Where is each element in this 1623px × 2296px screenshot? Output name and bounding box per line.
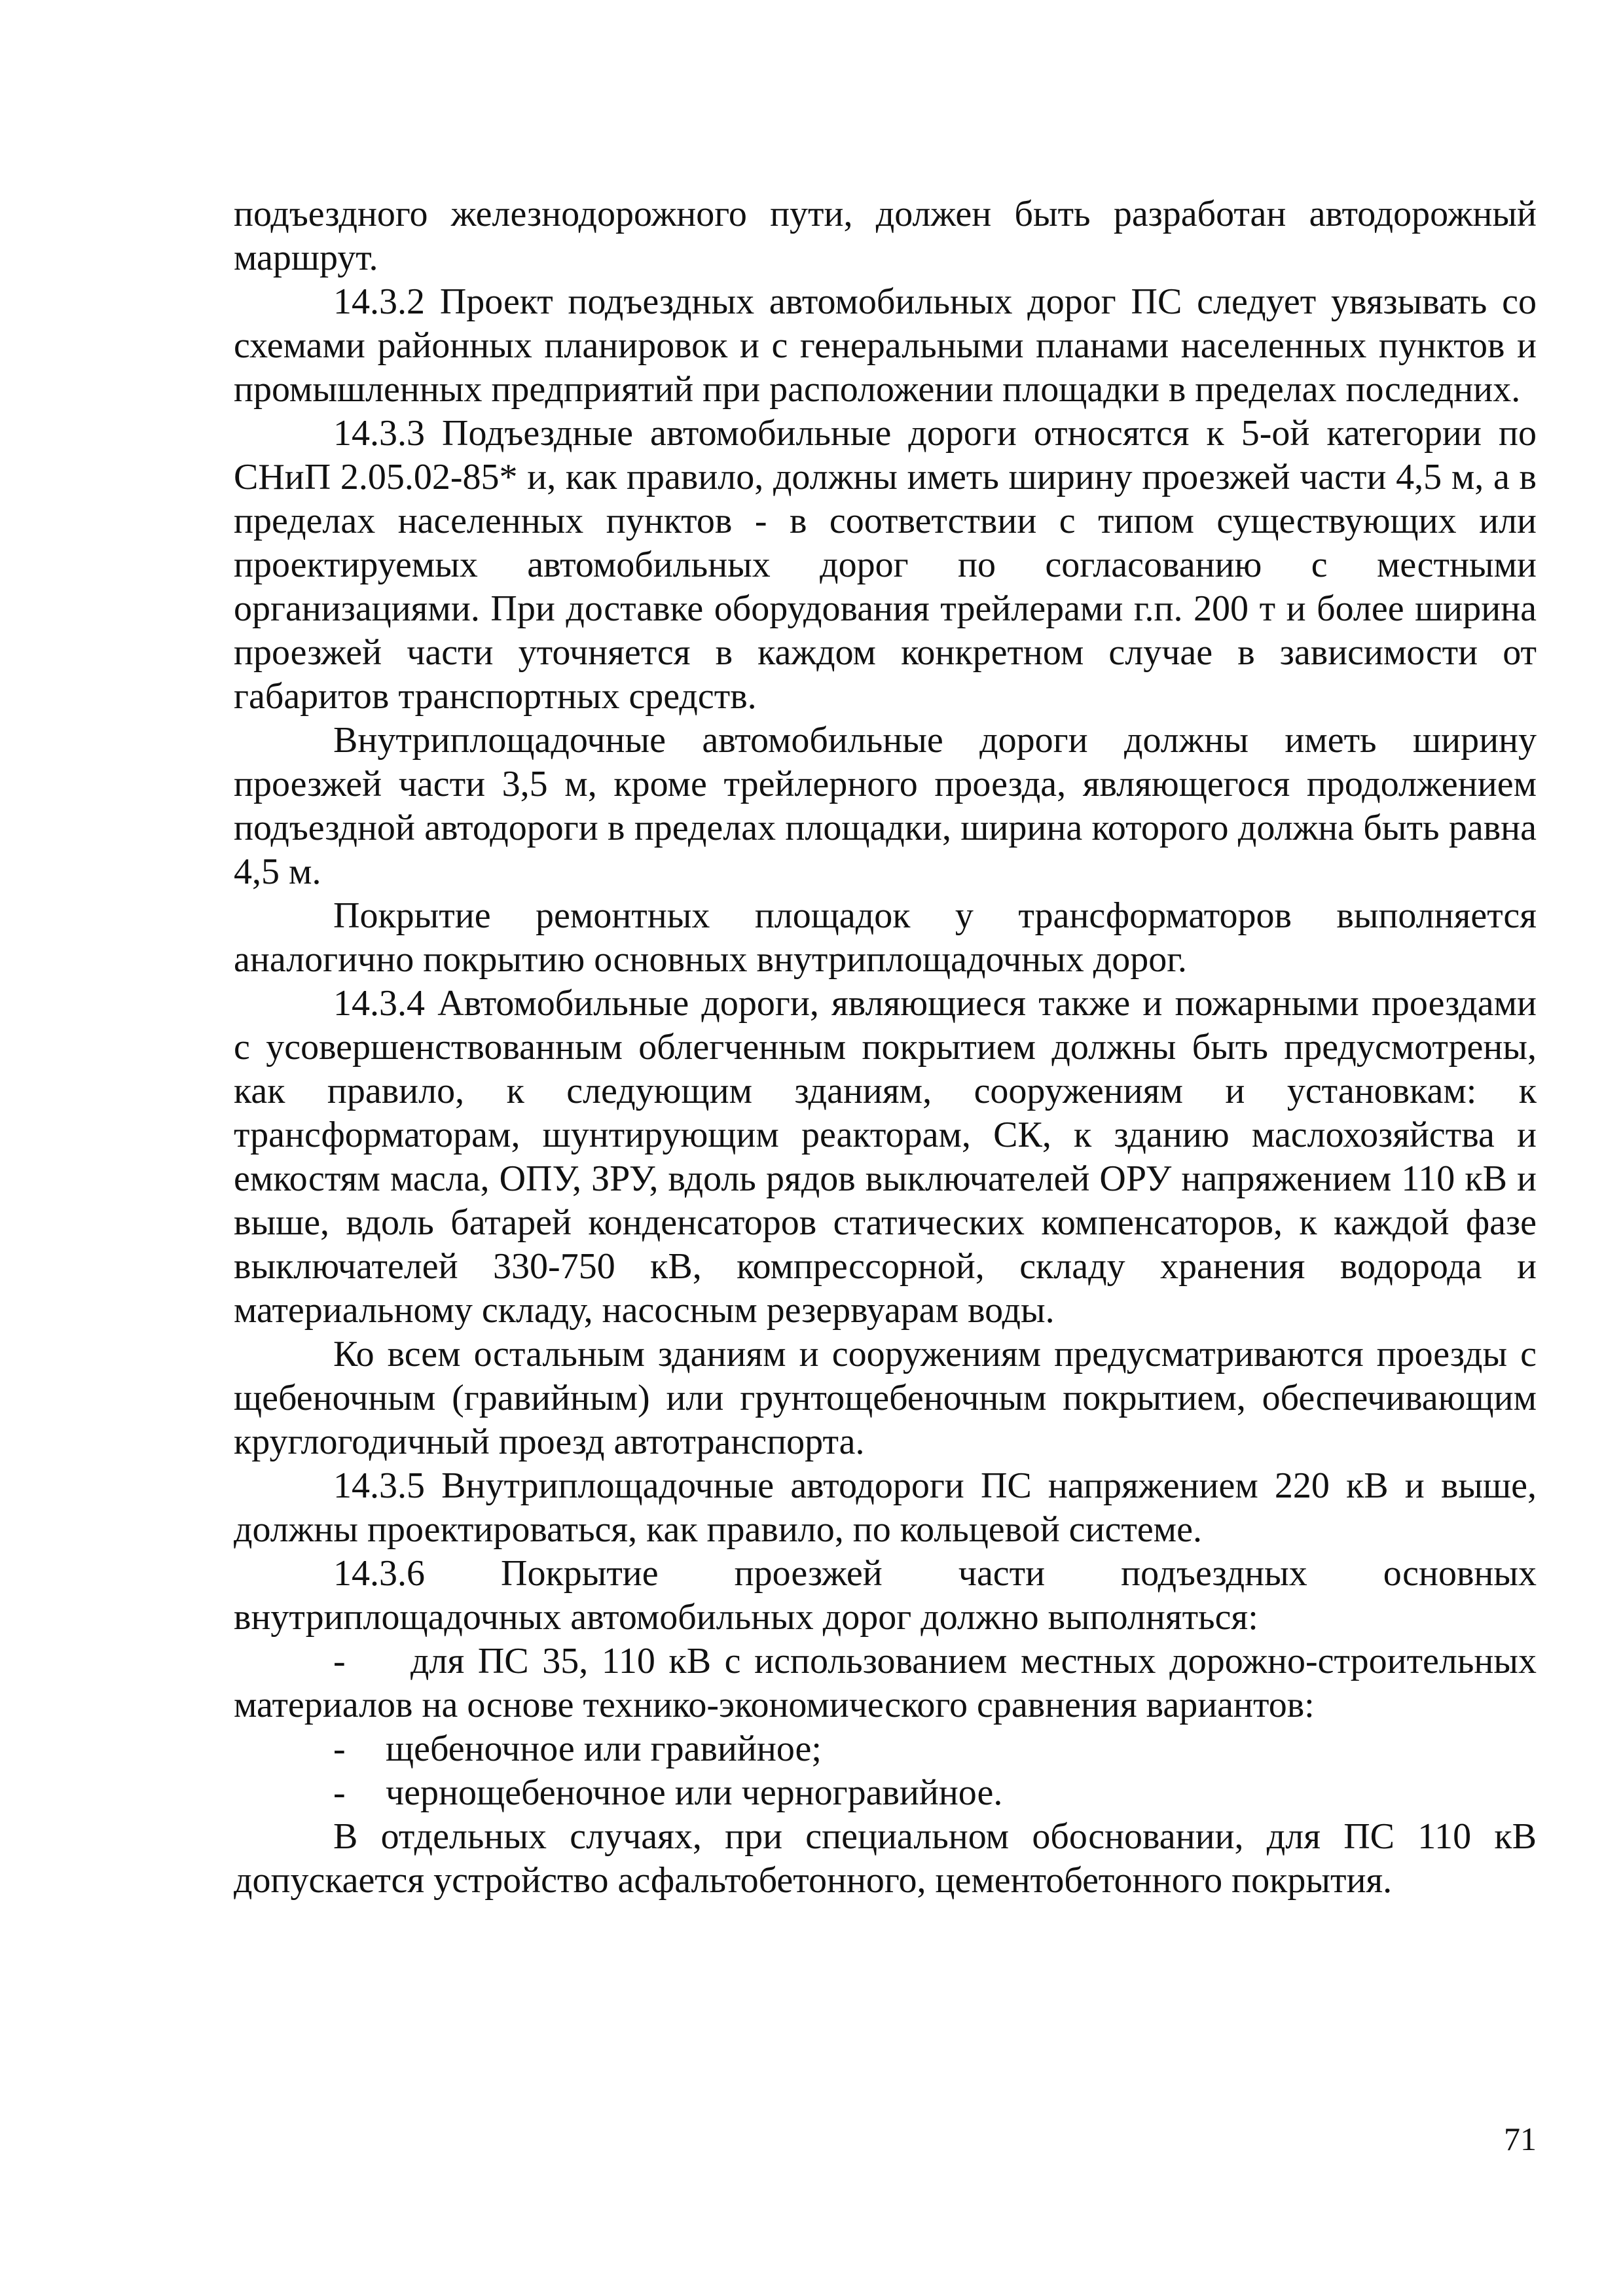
paragraph-other-buildings: Ко всем остальным зданиям и сооружениям предусматриваются проезды с щебеночным (гравийным) или грунтощебеночным покрытием, обеспечивающим круглогодичный проезд автотранспорта. bbox=[234, 1334, 1537, 1462]
list-item-text: чернощебеночное или черногравийное. bbox=[386, 1772, 1003, 1813]
paragraph-14-3-3: 14.3.3 Подъездные автомобильные дороги относятся к 5-ой категории по СНиП 2.05.02-85* и, как правило, должны иметь ширину проезжей части 4,5 м, а в пределах населенных пунктов - в соответствии с типом существующих или проектируемых автомобильных дорог по согласованию с местными организациями. При доставке оборудования трейлерами г.п. 200 т и более ширина проезжей части уточняется в каждом конкретном случае в зависимости от габаритов транспортных средств. bbox=[234, 413, 1537, 717]
paragraph-14-3-2: 14.3.2 Проект подъездных автомобильных дорог ПС следует увязывать со схемами районных планировок и с генеральными планами населенных пунктов и промышленных предприятий при расположении площадки в пределах последних. bbox=[234, 281, 1537, 410]
list-item-text: щебеночное или гравийное; bbox=[386, 1729, 822, 1769]
paragraph-special-cases: В отдельных случаях, при специальном обосновании, для ПС 110 кВ допускается устройство асфальтобетонного, цементобетонного покрытия. bbox=[234, 1816, 1537, 1901]
list-item-dash bbox=[234, 1640, 1537, 1727]
paragraph-14-3-4: 14.3.4 Автомобильные дороги, являющиеся также и пожарными проездами с усовершенствованным облегченным покрытием должны быть предусмотрены, как правило, к следующим зданиям, сооружениям и установкам: к трансформаторам, шунтирующим реакторам, СК, к зданию маслохозяйства и емкостям масла, ОПУ, ЗРУ, вдоль рядов выключателей ОРУ напряжением 110 кВ и выше, вдоль батарей конденсаторов статических компенсаторов, к каждой фазе выключателей 330-750 кВ, компрессорной, складу хранения водорода и материальному складу, насосным резервуарам воды. bbox=[234, 983, 1537, 1331]
paragraph-14-3-5: 14.3.5 Внутриплощадочные автодороги ПС напряжением 220 кВ и выше, должны проектироваться, как правило, по кольцевой системе. bbox=[234, 1465, 1537, 1550]
dash-marker: - bbox=[333, 1772, 346, 1813]
paragraph-repair-sites: Покрытие ремонтных площадок у трансформаторов выполняется аналогично покрытию основных внутриплощадочных дорог. bbox=[234, 895, 1537, 980]
list-item-dash bbox=[234, 1771, 1537, 1815]
page-number: 71 bbox=[1504, 2121, 1537, 2157]
document-body bbox=[234, 192, 1537, 1903]
list-item-dash bbox=[234, 1727, 1537, 1771]
list-item-text: для ПС 35, 110 кВ с использованием местных дорожно-строительных материалов на основе технико-экономического сравнения вариантов: bbox=[234, 1641, 1537, 1725]
paragraph-14-3-6: 14.3.6 Покрытие проезжей части подъездных основных внутриплощадочных автомобильных дорог должно выполняться: bbox=[234, 1553, 1537, 1638]
paragraph-continuation: подъездного железнодорожного пути, должен быть разработан автодорожный маршрут. bbox=[234, 194, 1537, 278]
dash-marker: - bbox=[333, 1729, 346, 1769]
dash-marker: - bbox=[333, 1641, 346, 1681]
paragraph-internal-roads: Внутриплощадочные автомобильные дороги должны иметь ширину проезжей части 3,5 м, кроме трейлерного проезда, являющегося продолжением подъездной автодороги в пределах площадки, ширина которого должна быть равна 4,5 м. bbox=[234, 720, 1537, 892]
